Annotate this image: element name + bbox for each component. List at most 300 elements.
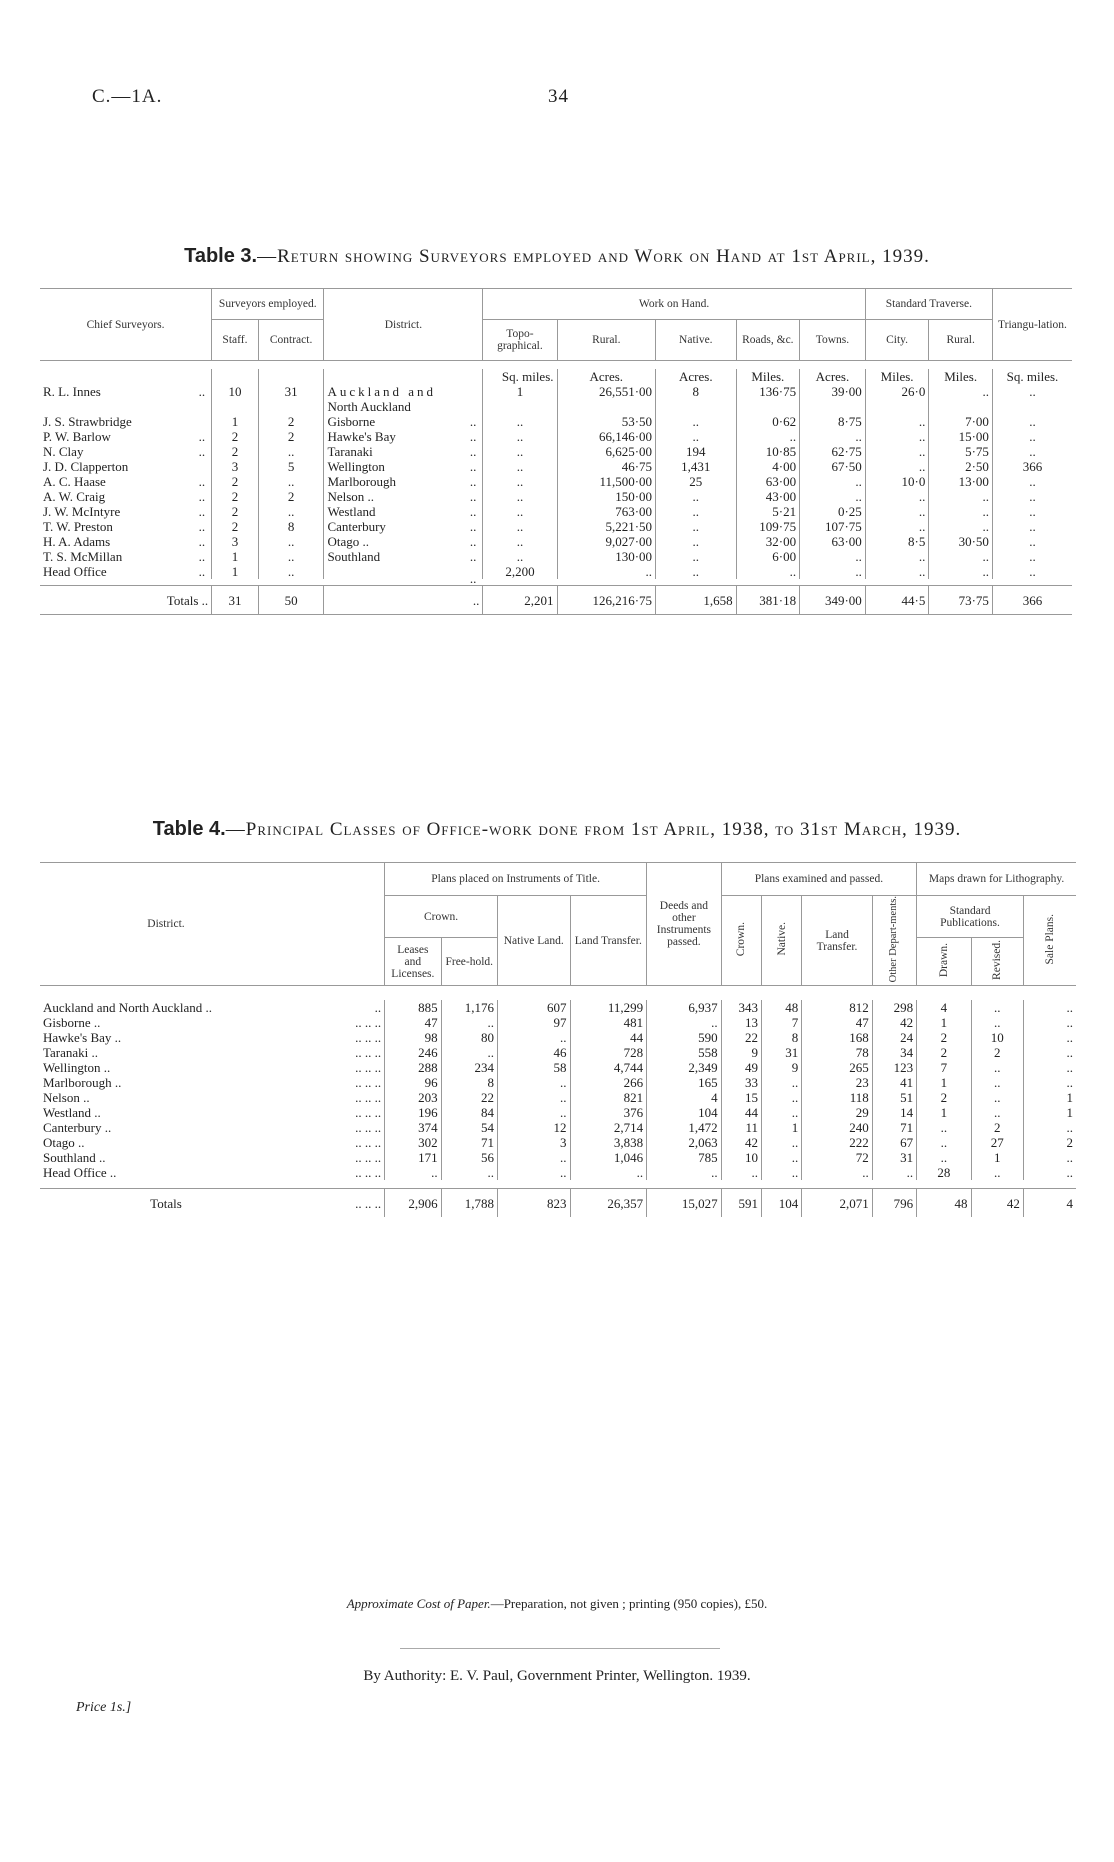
th-rural: Rural.: [557, 320, 656, 361]
chief-surveyor-name: A. W. Craig: [43, 489, 106, 504]
srural-cell: ..: [929, 564, 993, 579]
sale-cell: ..: [1023, 1165, 1076, 1180]
chief-surveyor-name: J. W. McIntyre: [43, 504, 121, 519]
native-cell: ..: [497, 1105, 570, 1120]
roads-cell: ..: [736, 564, 800, 579]
topo-cell: ..: [483, 459, 557, 474]
srural-cell: [929, 399, 993, 414]
towns-cell: 62·75: [800, 444, 866, 459]
city-cell: ..: [865, 504, 929, 519]
row-dots: ..: [198, 519, 206, 534]
cost-label: Approximate Cost of Paper.: [346, 1596, 491, 1611]
exlt-cell: 23: [802, 1075, 873, 1090]
native-cell: ..: [656, 489, 737, 504]
native-cell: ..: [497, 1150, 570, 1165]
contract-cell: [258, 399, 324, 414]
t4-th-district: District.: [147, 918, 185, 931]
chief-surveyor-cell: [40, 459, 212, 474]
other-cell: 123: [872, 1060, 916, 1075]
deeds-cell: 1,472: [647, 1120, 722, 1135]
crown-cell: 9: [721, 1045, 761, 1060]
t4-th-ex-native: Native.: [775, 922, 788, 956]
trig-cell: ..: [992, 414, 1072, 429]
row-dots: .. .. ..: [292, 1120, 385, 1135]
freehold-cell: 8: [441, 1075, 497, 1090]
leases-cell: 302: [385, 1135, 441, 1150]
trig-cell: ..: [992, 549, 1072, 564]
native-cell: 1,431: [656, 459, 737, 474]
district-name: Taranaki: [327, 444, 373, 459]
srural-cell: 15·00: [929, 429, 993, 444]
other-cell: 71: [872, 1120, 916, 1135]
revised-cell: ..: [971, 1090, 1023, 1105]
cost-note: [0, 1596, 1114, 1612]
srural-cell: 30·50: [929, 534, 993, 549]
chief-surveyor-cell: [40, 444, 212, 459]
deeds-cell: 104: [647, 1105, 722, 1120]
rural-cell: 6,625·00: [557, 444, 656, 459]
deeds-cell: 2,349: [647, 1060, 722, 1075]
lt-cell: 266: [570, 1075, 647, 1090]
native-cell: ..: [656, 564, 737, 579]
freehold-cell: 234: [441, 1060, 497, 1075]
t4-th-leases: Leases and Licenses.: [385, 938, 441, 986]
th-city: City.: [865, 320, 929, 361]
district-dots: ..: [469, 444, 477, 459]
sale-cell: 1: [1023, 1105, 1076, 1120]
unit-towns: Acres.: [800, 369, 866, 384]
row-dots: .. .. ..: [292, 1030, 385, 1045]
deeds-cell: ..: [647, 1015, 722, 1030]
topo-cell: ..: [483, 474, 557, 489]
t3-total-trig: 366: [992, 586, 1072, 615]
chief-surveyor-cell: [40, 504, 212, 519]
contract-cell: ..: [258, 474, 324, 489]
district-name: Westland ..: [43, 1105, 101, 1121]
trig-cell: [992, 399, 1072, 414]
district-name: Otago ..: [43, 1135, 85, 1151]
chief-surveyor-cell: [40, 399, 212, 414]
district-name: Gisborne: [327, 414, 376, 429]
roads-cell: 32·00: [736, 534, 800, 549]
crown-cell: 13: [721, 1015, 761, 1030]
srural-cell: 2·50: [929, 459, 993, 474]
unit-roads: Miles.: [736, 369, 800, 384]
district-name: Marlborough: [327, 474, 397, 489]
freehold-cell: 84: [441, 1105, 497, 1120]
native-cell: ..: [656, 519, 737, 534]
city-cell: ..: [865, 444, 929, 459]
srural-cell: ..: [929, 519, 993, 534]
t4-th-revised: Revised.: [991, 940, 1004, 981]
table-row: [40, 519, 1072, 534]
rural-cell: 26,551·00: [557, 384, 656, 399]
t4-th-crown: Crown.: [385, 896, 498, 938]
srural-cell: ..: [929, 489, 993, 504]
revised-cell: 2: [971, 1120, 1023, 1135]
lt-cell: 728: [570, 1045, 647, 1060]
contract-cell: 8: [258, 519, 324, 534]
native-cell: 58: [497, 1060, 570, 1075]
leases-cell: 885: [385, 1000, 441, 1015]
district-name: Westland: [327, 504, 376, 519]
other-cell: 51: [872, 1090, 916, 1105]
sale-cell: ..: [1023, 1000, 1076, 1015]
topo-cell: ..: [483, 549, 557, 564]
district-name: Otago ..: [327, 534, 369, 549]
towns-cell: 39·00: [800, 384, 866, 399]
district-dots: ..: [469, 534, 477, 549]
sale-cell: ..: [1023, 1150, 1076, 1165]
revised-cell: ..: [971, 1000, 1023, 1015]
native-cell: ..: [497, 1090, 570, 1105]
th-topo: Topo-graphical.: [483, 320, 557, 361]
district-dots: ..: [469, 519, 477, 534]
drawn-cell: 4: [917, 1000, 971, 1015]
sale-cell: ..: [1023, 1045, 1076, 1060]
lt-cell: 4,744: [570, 1060, 647, 1075]
staff-cell: 2: [212, 519, 259, 534]
srural-cell: ..: [929, 549, 993, 564]
district-cell: [324, 444, 483, 459]
row-dots: .. .. ..: [292, 1150, 385, 1165]
th-trig: Triangu-lation.: [992, 289, 1072, 361]
district-name: Southland: [327, 549, 381, 564]
native-cell: 194: [656, 444, 737, 459]
exlt-cell: 118: [802, 1090, 873, 1105]
row-dots: .. .. ..: [292, 1090, 385, 1105]
topo-cell: ..: [483, 489, 557, 504]
table-row: [40, 549, 1072, 564]
staff-cell: 2: [212, 489, 259, 504]
roads-cell: 43·00: [736, 489, 800, 504]
staff-cell: 10: [212, 384, 259, 399]
table-row: [40, 1030, 1076, 1045]
trig-cell: ..: [992, 504, 1072, 519]
drawn-cell: ..: [917, 1120, 971, 1135]
staff-cell: 1: [212, 414, 259, 429]
district-name: Nelson ..: [327, 489, 375, 504]
sale-cell: ..: [1023, 1015, 1076, 1030]
unit-topo: Sq. miles.: [483, 369, 557, 384]
trig-cell: ..: [992, 429, 1072, 444]
rural-cell: 66,146·00: [557, 429, 656, 444]
sale-cell: ..: [1023, 1075, 1076, 1090]
other-cell: 31: [872, 1150, 916, 1165]
t4-th-sale: Sale Plans.: [1043, 913, 1056, 965]
district-dots: ..: [469, 414, 477, 429]
th-surveyors: Surveyors employed.: [212, 289, 324, 320]
freehold-cell: ..: [441, 1045, 497, 1060]
t4-th-drawn: Drawn.: [937, 943, 950, 978]
other-cell: 298: [872, 1000, 916, 1015]
row-dots: ..: [198, 549, 206, 564]
freehold-cell: 22: [441, 1090, 497, 1105]
towns-cell: 0·25: [800, 504, 866, 519]
table-row: [40, 1075, 1076, 1090]
deeds-cell: 165: [647, 1075, 722, 1090]
district-name: Hawke's Bay ..: [43, 1030, 122, 1046]
t3-total-district: ..: [324, 586, 483, 615]
towns-cell: ..: [800, 489, 866, 504]
table3-title: [0, 245, 1114, 268]
sale-cell: ..: [1023, 1060, 1076, 1075]
freehold-cell: 56: [441, 1150, 497, 1165]
table4-label: Table 4.: [152, 818, 226, 840]
drawn-cell: 1: [917, 1015, 971, 1030]
topo-cell: ..: [483, 534, 557, 549]
th-work: Work on Hand.: [483, 289, 865, 320]
crown-cell: 22: [721, 1030, 761, 1045]
rural-cell: 53·50: [557, 414, 656, 429]
th-staff: Staff.: [212, 320, 259, 361]
chief-surveyor-cell: [40, 489, 212, 504]
district-cell: [324, 429, 483, 444]
table-row: [40, 444, 1072, 459]
staff-cell: 2: [212, 429, 259, 444]
towns-cell: ..: [800, 564, 866, 579]
contract-cell: 2: [258, 489, 324, 504]
leases-cell: 288: [385, 1060, 441, 1075]
table4-title: [0, 818, 1114, 841]
th-native: Native.: [656, 320, 737, 361]
leases-cell: 203: [385, 1090, 441, 1105]
city-cell: 8·5: [865, 534, 929, 549]
district-cell: [324, 474, 483, 489]
revised-cell: ..: [971, 1105, 1023, 1120]
other-cell: ..: [872, 1165, 916, 1180]
table-row: [40, 459, 1072, 474]
t3-total-towns: 349·00: [800, 586, 866, 615]
drawn-cell: 2: [917, 1030, 971, 1045]
other-cell: 24: [872, 1030, 916, 1045]
district-cell: [324, 549, 483, 564]
crown-cell: 42: [721, 1135, 761, 1150]
exlt-cell: 222: [802, 1135, 873, 1150]
lt-cell: 1,046: [570, 1150, 647, 1165]
towns-cell: ..: [800, 474, 866, 489]
native-cell: ..: [497, 1165, 570, 1180]
district-cell: [324, 519, 483, 534]
contract-cell: ..: [258, 534, 324, 549]
city-cell: ..: [865, 459, 929, 474]
t4-total-native: 823: [497, 1189, 570, 1218]
table3-units-row: [40, 369, 1072, 384]
table-row: [40, 1150, 1076, 1165]
district-name: Gisborne ..: [43, 1015, 101, 1031]
table3: [40, 288, 1072, 615]
staff-cell: 2: [212, 504, 259, 519]
drawn-cell: 28: [917, 1165, 971, 1180]
exlt-cell: 265: [802, 1060, 873, 1075]
trig-cell: 366: [992, 459, 1072, 474]
table-row: [40, 1090, 1076, 1105]
t4-th-land-transfer: Land Transfer.: [570, 896, 647, 986]
district-name: Hawke's Bay: [327, 429, 396, 444]
revised-cell: ..: [971, 1060, 1023, 1075]
exnative-cell: 8: [761, 1030, 801, 1045]
crown-cell: 33: [721, 1075, 761, 1090]
th-srural: Rural.: [929, 320, 993, 361]
row-dots: ..: [198, 534, 206, 549]
chief-surveyor-name: P. W. Barlow: [43, 429, 111, 444]
crown-cell: 44: [721, 1105, 761, 1120]
district-cell: [324, 459, 483, 474]
th-district: District.: [324, 289, 483, 361]
th-towns: Towns.: [800, 320, 866, 361]
roads-cell: ..: [736, 429, 800, 444]
t3-total-contract: 50: [258, 586, 324, 615]
unit-rural: Acres.: [557, 369, 656, 384]
crown-cell: 343: [721, 1000, 761, 1015]
exnative-cell: ..: [761, 1105, 801, 1120]
district-dots: ..: [469, 429, 477, 444]
city-cell: ..: [865, 429, 929, 444]
chief-surveyor-cell: [40, 429, 212, 444]
t4-th-plans-exam: Plans examined and passed.: [721, 863, 916, 896]
drawn-cell: 1: [917, 1105, 971, 1120]
district-name: Head Office ..: [43, 1165, 117, 1181]
table-row: [40, 1135, 1076, 1150]
exnative-cell: 7: [761, 1015, 801, 1030]
topo-cell: 1: [483, 384, 557, 399]
lt-cell: 11,299: [570, 1000, 647, 1015]
district-name: Marlborough ..: [43, 1075, 122, 1091]
district-name: North Auckland: [327, 399, 411, 414]
unit-srural: Miles.: [929, 369, 993, 384]
district-dots: ..: [469, 504, 477, 519]
exlt-cell: 72: [802, 1150, 873, 1165]
trig-cell: ..: [992, 564, 1072, 579]
row-dots: .. .. ..: [292, 1045, 385, 1060]
revised-cell: 1: [971, 1150, 1023, 1165]
srural-cell: ..: [929, 504, 993, 519]
native-cell: ..: [656, 549, 737, 564]
table-row: [40, 1000, 1076, 1015]
deeds-cell: 4: [647, 1090, 722, 1105]
deeds-cell: 2,063: [647, 1135, 722, 1150]
freehold-cell: 54: [441, 1120, 497, 1135]
th-standard: Standard Traverse.: [865, 289, 992, 320]
roads-cell: 4·00: [736, 459, 800, 474]
chief-surveyor-cell: [40, 564, 212, 579]
row-dots: ..: [198, 489, 206, 504]
contract-cell: 2: [258, 414, 324, 429]
roads-cell: 0·62: [736, 414, 800, 429]
t3-total-city: 44·5: [865, 586, 929, 615]
chief-surveyor-cell: [40, 384, 212, 399]
crown-cell: 49: [721, 1060, 761, 1075]
chief-surveyor-cell: [40, 414, 212, 429]
topo-cell: ..: [483, 444, 557, 459]
th-roads: Roads, &c.: [736, 320, 800, 361]
srural-cell: 5·75: [929, 444, 993, 459]
towns-cell: 67·50: [800, 459, 866, 474]
freehold-cell: ..: [441, 1165, 497, 1180]
roads-cell: 136·75: [736, 384, 800, 399]
native-cell: 25: [656, 474, 737, 489]
revised-cell: 10: [971, 1030, 1023, 1045]
rural-cell: 763·00: [557, 504, 656, 519]
topo-cell: 2,200: [483, 564, 557, 579]
exlt-cell: 47: [802, 1015, 873, 1030]
trig-cell: ..: [992, 519, 1072, 534]
crown-cell: 15: [721, 1090, 761, 1105]
rural-cell: 150·00: [557, 489, 656, 504]
table4-totals-row: [40, 1189, 1076, 1218]
district-cell: [324, 489, 483, 504]
rural-cell: [557, 399, 656, 414]
t4-total-sale: 4: [1023, 1189, 1076, 1218]
table3-title-text: —Return showing Surveyors employed and Work on Hand at 1st April, 1939.: [257, 246, 930, 267]
t4-total-exnative: 104: [761, 1189, 801, 1218]
lt-cell: 2,714: [570, 1120, 647, 1135]
drawn-cell: ..: [917, 1150, 971, 1165]
city-cell: ..: [865, 414, 929, 429]
table-row: [40, 1015, 1076, 1030]
trig-cell: ..: [992, 489, 1072, 504]
exnative-cell: ..: [761, 1165, 801, 1180]
district-name: Wellington ..: [43, 1060, 111, 1076]
row-dots: ..: [198, 474, 206, 489]
rural-cell: 130·00: [557, 549, 656, 564]
chief-surveyor-cell: [40, 474, 212, 489]
lt-cell: 821: [570, 1090, 647, 1105]
unit-city: Miles.: [865, 369, 929, 384]
lt-cell: 376: [570, 1105, 647, 1120]
contract-cell: ..: [258, 549, 324, 564]
t4-total-leases: 2,906: [385, 1189, 441, 1218]
staff-cell: 3: [212, 459, 259, 474]
deeds-cell: 6,937: [647, 1000, 722, 1015]
staff-cell: 1: [212, 549, 259, 564]
page-number: 34: [548, 86, 569, 107]
table-row: [40, 504, 1072, 519]
roads-cell: 63·00: [736, 474, 800, 489]
drawn-cell: 2: [917, 1090, 971, 1105]
staff-cell: [212, 399, 259, 414]
chief-surveyor-name: J. D. Clapperton: [43, 459, 129, 474]
district-cell: [324, 414, 483, 429]
other-cell: 67: [872, 1135, 916, 1150]
city-cell: ..: [865, 519, 929, 534]
other-cell: 14: [872, 1105, 916, 1120]
table-row: [40, 384, 1072, 399]
revised-cell: ..: [971, 1015, 1023, 1030]
roads-cell: 6·00: [736, 549, 800, 564]
table-row: [40, 1165, 1076, 1180]
table-row: [40, 399, 1072, 414]
document-reference: C.—1A.: [92, 86, 163, 107]
t3-totals-label: Totals ..: [166, 592, 209, 608]
unit-native: Acres.: [656, 369, 737, 384]
row-dots: ..: [198, 429, 206, 444]
drawn-cell: ..: [917, 1135, 971, 1150]
table-row: [40, 1045, 1076, 1060]
district-cell: [324, 384, 483, 399]
exlt-cell: 29: [802, 1105, 873, 1120]
native-cell: 12: [497, 1120, 570, 1135]
district-dots: ..: [469, 549, 477, 564]
leases-cell: 196: [385, 1105, 441, 1120]
roads-cell: 10·85: [736, 444, 800, 459]
exlt-cell: 240: [802, 1120, 873, 1135]
rural-cell: 5,221·50: [557, 519, 656, 534]
crown-cell: 10: [721, 1150, 761, 1165]
cost-text: —Preparation, not given ; printing (950 copies), £50.: [490, 1596, 768, 1611]
chief-surveyor-name: R. L. Innes: [43, 384, 101, 399]
exlt-cell: 168: [802, 1030, 873, 1045]
